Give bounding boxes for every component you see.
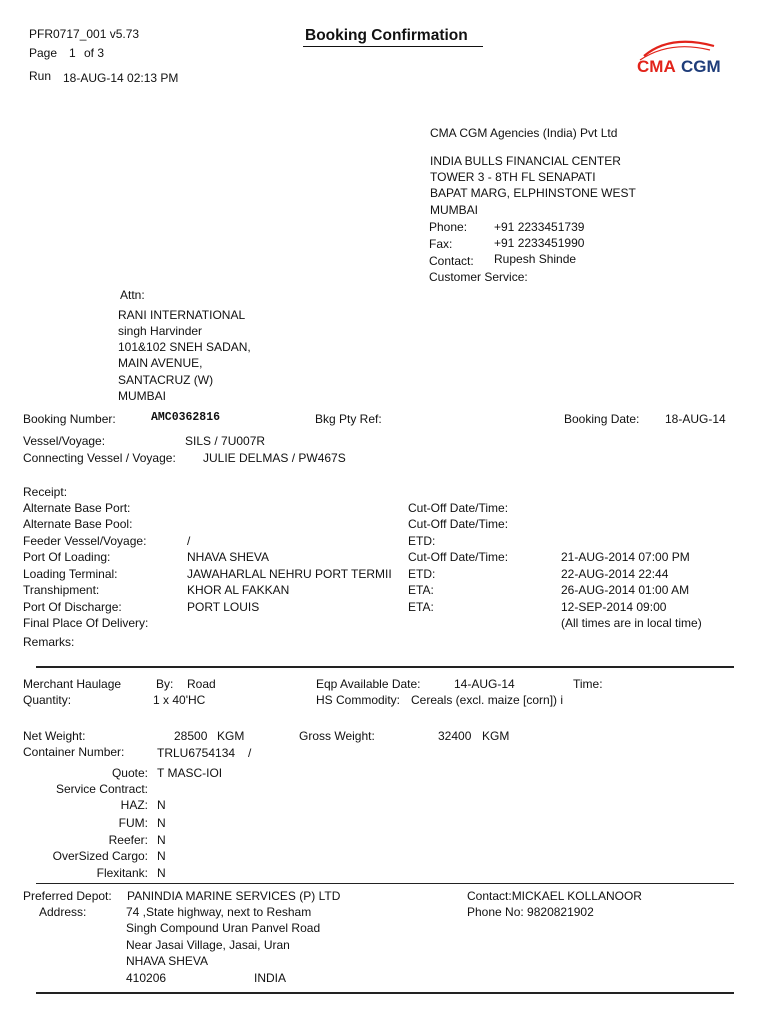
net-weight-value: 28500 xyxy=(174,729,208,743)
preferred-depot-label: Preferred Depot: xyxy=(23,889,112,903)
contact-value: Rupesh Shinde xyxy=(494,252,577,266)
depot-country: INDIA xyxy=(254,971,287,985)
pol-value: NHAVA SHEVA xyxy=(187,550,270,564)
gross-weight-value: 32400 xyxy=(438,729,472,743)
quote-value: T MASC-IOI xyxy=(157,766,223,780)
vessel-value: SILS / 7U007R xyxy=(185,434,266,448)
quantity-value: 1 x 40'HC xyxy=(153,693,206,707)
haulage-by-value: Road xyxy=(187,677,216,691)
pod-value: PORT LOUIS xyxy=(187,600,260,614)
flexitank-label: Flexitank: xyxy=(96,866,148,880)
flexitank-value: N xyxy=(157,866,166,880)
depot-phone: Phone No: 9820821902 xyxy=(467,905,594,919)
agent-address-line: TOWER 3 - 8TH FL SENAPATI xyxy=(430,170,596,184)
oversized-cargo-value: N xyxy=(157,849,166,863)
quantity-label: Quantity: xyxy=(23,693,72,707)
svg-text:CGM: CGM xyxy=(681,57,721,76)
form-id: PFR0717_001 v5.73 xyxy=(29,27,140,41)
gross-weight-label: Gross Weight: xyxy=(299,729,375,743)
phone-label: Phone: xyxy=(429,220,468,234)
fum-label: FUM: xyxy=(118,816,148,830)
customer-line: 101&102 SNEH SADAN, xyxy=(118,340,251,354)
service-contract-label: Service Contract: xyxy=(55,782,148,796)
cutoff-label: Cut-Off Date/Time: xyxy=(408,501,509,515)
page-label: Page xyxy=(29,46,58,60)
receipt-label: Receipt: xyxy=(23,485,68,499)
local-time-note: (All times are in local time) xyxy=(561,616,702,630)
booking-number-label: Booking Number: xyxy=(23,412,116,426)
alt-base-pool-label: Alternate Base Pool: xyxy=(23,517,133,531)
booking-number: AMC0362816 xyxy=(151,411,221,424)
container-number-label: Container Number: xyxy=(23,745,125,759)
feeder-value: / xyxy=(187,534,191,548)
etd-value: 22-AUG-2014 22:44 xyxy=(561,567,669,581)
svg-text:CMA: CMA xyxy=(637,57,676,76)
connecting-value: JULIE DELMAS / PW467S xyxy=(203,451,346,465)
agent-address-line: MUMBAI xyxy=(430,203,478,217)
etd-label: ETD: xyxy=(408,534,436,548)
gross-weight-unit: KGM xyxy=(482,729,510,743)
customer-line: MAIN AVENUE, xyxy=(118,356,203,370)
section-divider xyxy=(36,666,734,668)
pol-label: Port Of Loading: xyxy=(23,550,111,564)
depot-postcode: 410206 xyxy=(126,971,167,985)
eta-label: ETA: xyxy=(408,583,434,597)
cutoff-value: 21-AUG-2014 07:00 PM xyxy=(561,550,690,564)
reefer-label: Reefer: xyxy=(108,833,148,847)
etd-label: ETD: xyxy=(408,567,436,581)
customer-service-label: Customer Service: xyxy=(429,270,528,284)
title-underline xyxy=(303,46,483,47)
run-timestamp: 18-AUG-14 02:13 PM xyxy=(63,71,179,85)
fum-value: N xyxy=(157,816,166,830)
depot-address-line: NHAVA SHEVA xyxy=(126,954,209,968)
customer-line: SANTACRUZ (W) xyxy=(118,373,214,387)
quote-label: Quote: xyxy=(111,766,148,780)
customer-line: singh Harvinder xyxy=(118,324,203,338)
container-suffix: / xyxy=(248,746,252,760)
transhipment-value: KHOR AL FAKKAN xyxy=(187,583,290,597)
hs-commodity-label: HS Commodity: xyxy=(316,693,401,707)
alt-base-port-label: Alternate Base Port: xyxy=(23,501,131,515)
customer-line: RANI INTERNATIONAL xyxy=(118,308,246,322)
time-label: Time: xyxy=(573,677,603,691)
page-total: of 3 xyxy=(84,46,105,60)
haz-value: N xyxy=(157,798,166,812)
reefer-value: N xyxy=(157,833,166,847)
vessel-label: Vessel/Voyage: xyxy=(23,434,106,448)
attn-label: Attn: xyxy=(120,288,145,302)
run-label: Run xyxy=(29,69,52,83)
terminal-label: Loading Terminal: xyxy=(23,567,118,581)
depot-address-line: 74 ,State highway, next to Resham xyxy=(126,905,312,919)
fax-value: +91 2233451990 xyxy=(494,236,585,250)
pod-label: Port Of Discharge: xyxy=(23,600,122,614)
terminal-value: JAWAHARLAL NEHRU PORT TERMII xyxy=(187,567,392,581)
agent-name: CMA CGM Agencies (India) Pvt Ltd xyxy=(430,126,618,140)
container-number: TRLU6754134 xyxy=(157,746,236,760)
depot-name: PANINDIA MARINE SERVICES (P) LTD xyxy=(127,889,341,903)
net-weight-label: Net Weight: xyxy=(23,729,86,743)
hs-commodity-value: Cereals (excl. maize [corn]) i xyxy=(411,693,564,707)
connecting-label: Connecting Vessel / Voyage: xyxy=(23,451,176,465)
haulage-label: Merchant Haulage xyxy=(23,677,122,691)
eqp-date-label: Eqp Available Date: xyxy=(316,677,421,691)
eta-value: 26-AUG-2014 01:00 AM xyxy=(561,583,690,597)
phone-value: +91 2233451739 xyxy=(494,220,585,234)
depot-address-line: Singh Compound Uran Panvel Road xyxy=(126,921,321,935)
booking-date: 18-AUG-14 xyxy=(665,412,726,426)
depot-address-line: Near Jasai Village, Jasai, Uran xyxy=(126,938,290,952)
net-weight-unit: KGM xyxy=(217,729,245,743)
depot-address-label: Address: xyxy=(39,905,87,919)
agent-address-line: BAPAT MARG, ELPHINSTONE WEST xyxy=(430,186,636,200)
eta-label: ETA: xyxy=(408,600,434,614)
section-divider xyxy=(36,992,734,994)
cma-cgm-logo xyxy=(630,36,730,88)
depot-contact: Contact:MICKAEL KOLLANOOR xyxy=(467,889,642,903)
bkg-pty-ref-label: Bkg Pty Ref: xyxy=(315,412,382,426)
haulage-by-label: By: xyxy=(156,677,174,691)
haz-label: HAZ: xyxy=(120,798,148,812)
eta-value: 12-SEP-2014 09:00 xyxy=(561,600,667,614)
remarks-label: Remarks: xyxy=(23,635,75,649)
page-number: 1 xyxy=(69,46,76,60)
oversized-cargo-label: OverSized Cargo: xyxy=(52,849,148,863)
transhipment-label: Transhipment: xyxy=(23,583,100,597)
cutoff-label: Cut-Off Date/Time: xyxy=(408,550,509,564)
page-title: Booking Confirmation xyxy=(305,27,468,44)
feeder-label: Feeder Vessel/Voyage: xyxy=(23,534,147,548)
contact-label: Contact: xyxy=(429,254,474,268)
fax-label: Fax: xyxy=(429,237,453,251)
agent-address-line: INDIA BULLS FINANCIAL CENTER xyxy=(430,154,621,168)
eqp-date-value: 14-AUG-14 xyxy=(454,677,515,691)
customer-line: MUMBAI xyxy=(118,389,166,403)
booking-date-label: Booking Date: xyxy=(564,412,640,426)
section-divider xyxy=(36,883,734,884)
final-delivery-label: Final Place Of Delivery: xyxy=(23,616,149,630)
cutoff-label: Cut-Off Date/Time: xyxy=(408,517,509,531)
